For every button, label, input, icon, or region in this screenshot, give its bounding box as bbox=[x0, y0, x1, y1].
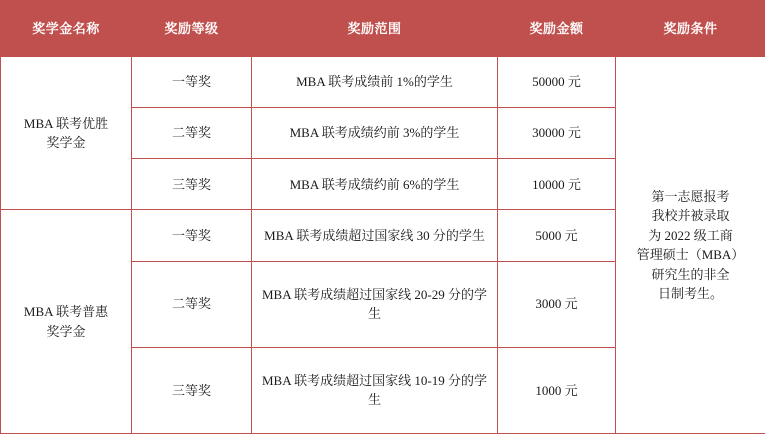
award-amount: 30000 元 bbox=[498, 108, 616, 159]
column-header-amount: 奖励金额 bbox=[498, 1, 616, 57]
award-level: 一等奖 bbox=[132, 57, 252, 108]
award-amount: 10000 元 bbox=[498, 159, 616, 210]
scholarship-name-line-2: 奖学金 bbox=[46, 135, 86, 151]
award-level: 三等奖 bbox=[132, 347, 252, 433]
column-header-scope: 奖励范围 bbox=[252, 1, 498, 57]
award-amount: 1000 元 bbox=[498, 347, 616, 433]
condition-line-2: 我校并被录取 bbox=[651, 208, 730, 223]
scholarship-name-line-2: 奖学金 bbox=[46, 323, 86, 339]
award-scope: MBA 联考成绩超过国家线 30 分的学生 bbox=[252, 210, 498, 261]
award-amount: 3000 元 bbox=[498, 261, 616, 347]
column-header-level: 奖励等级 bbox=[132, 1, 252, 57]
condition-line-3: 为 2022 级工商 bbox=[648, 227, 733, 243]
scholarship-name-group-1 bbox=[1, 57, 132, 210]
condition-line-4: 管理硕士（MBA） bbox=[636, 247, 745, 262]
scholarship-name-group-2 bbox=[1, 210, 132, 434]
scholarship-name-line-1: MBA 联考优胜 bbox=[23, 115, 109, 131]
table-body bbox=[1, 57, 765, 434]
table-header-row bbox=[1, 1, 765, 57]
award-level: 二等奖 bbox=[132, 108, 252, 159]
column-header-name: 奖学金名称 bbox=[1, 1, 132, 57]
condition-line-5: 研究生的非全 bbox=[651, 266, 730, 282]
award-amount: 50000 元 bbox=[498, 57, 616, 108]
award-scope: MBA 联考成绩超过国家线 10-19 分的学生 bbox=[252, 347, 498, 433]
condition-line-6: 日制考生。 bbox=[657, 286, 723, 301]
award-scope: MBA 联考成绩约前 6%的学生 bbox=[252, 159, 498, 210]
award-scope: MBA 联考成绩前 1%的学生 bbox=[252, 57, 498, 108]
award-scope: MBA 联考成绩约前 3%的学生 bbox=[252, 108, 498, 159]
condition-line-1: 第一志愿报考 bbox=[651, 188, 730, 204]
award-scope: MBA 联考成绩超过国家线 20-29 分的学生 bbox=[252, 261, 498, 347]
award-level: 一等奖 bbox=[132, 210, 252, 261]
column-header-condition: 奖励条件 bbox=[616, 1, 765, 57]
table-row bbox=[1, 57, 765, 108]
table-header bbox=[1, 1, 765, 57]
award-condition bbox=[616, 57, 765, 434]
scholarship-name-line-1: MBA 联考普惠 bbox=[23, 304, 109, 320]
award-level: 三等奖 bbox=[132, 159, 252, 210]
award-amount: 5000 元 bbox=[498, 210, 616, 261]
award-level: 二等奖 bbox=[132, 261, 252, 347]
